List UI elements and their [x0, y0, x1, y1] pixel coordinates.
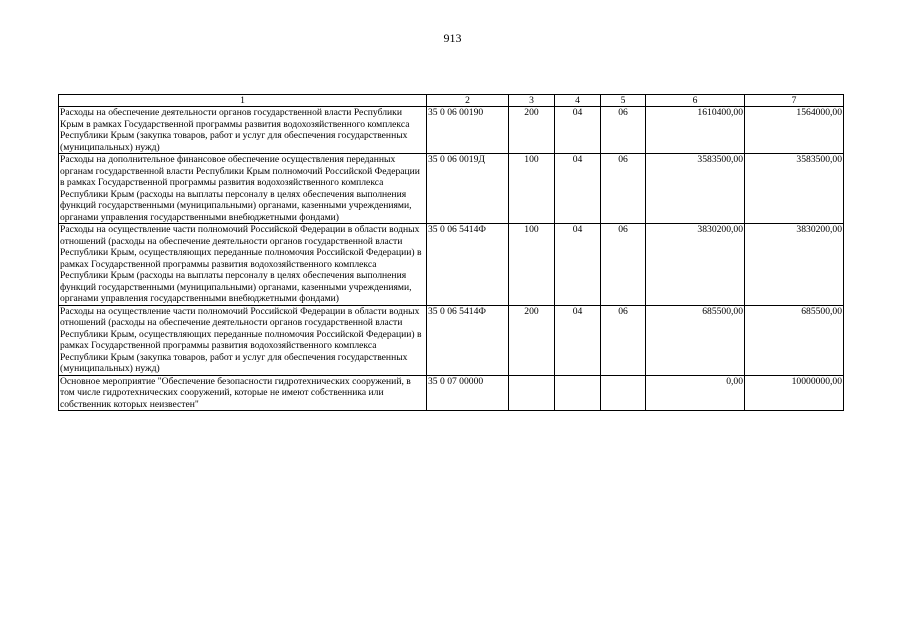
row-code: 35 0 07 00000 — [427, 375, 509, 411]
table-row — [59, 305, 844, 375]
row-col-4: 04 — [555, 154, 601, 224]
row-description: Расходы на обеспечение деятельности органов государственной власти Республики Крым в рамках Государственной программы развития водохозяйственного комплекса Республики Крым (закупка товаров, работ и услуг для обеспечения государственных (муниципальных) нужд) — [59, 107, 427, 154]
row-col-4: 04 — [555, 224, 601, 306]
row-col-4: 04 — [555, 305, 601, 375]
row-description: Расходы на дополнительное финансовое обеспечение осуществления переданных органам государственной власти Республики Крым полномочий Российской Федерации в рамках Государственной программы развития водохозяйственного комплекса Республики Крым (расходы на выплаты персоналу в целях обеспечения выполнения функций государственными (муниципальными) органами, казенными учреждениями, органами управления государственными внебюджетными фондами) — [59, 154, 427, 224]
row-amount-6: 685500,00 — [646, 305, 745, 375]
row-amount-7: 10000000,00 — [745, 375, 844, 411]
row-amount-7: 3830200,00 — [745, 224, 844, 306]
header-col-7: 7 — [745, 95, 844, 107]
row-col-4 — [555, 375, 601, 411]
table-row — [59, 224, 844, 306]
row-amount-6: 3830200,00 — [646, 224, 745, 306]
row-description: Расходы на осуществление части полномочий Российской Федерации в области водных отношений (расходы на обеспечение деятельности органов государственной власти Республики Крым, осуществляющих переданные полномочия Российской Федерации) в рамках Государственной программы развития водохозяйственного комплекса Республики Крым (закупка товаров, работ и услуг для обеспечения государственных (муниципальных) нужд) — [59, 305, 427, 375]
row-amount-7: 3583500,00 — [745, 154, 844, 224]
budget-table — [58, 94, 844, 411]
row-amount-7: 685500,00 — [745, 305, 844, 375]
header-col-2: 2 — [427, 95, 509, 107]
row-col-3: 200 — [509, 107, 555, 154]
row-col-4: 04 — [555, 107, 601, 154]
row-amount-6: 1610400,00 — [646, 107, 745, 154]
row-col-5: 06 — [601, 107, 646, 154]
table-row — [59, 375, 844, 411]
row-col-5: 06 — [601, 224, 646, 306]
row-description: Расходы на осуществление части полномочий Российской Федерации в области водных отношений (расходы на обеспечение деятельности органов государственной власти Республики Крым, осуществляющих переданные полномочия Российской Федерации) в рамках Государственной программы развития водохозяйственного комплекса Республики Крым (расходы на выплаты персоналу в целях обеспечения выполнения функций государственными (муниципальными) органами, казенными учреждениями, органами управления государственными внебюджетными фондами) — [59, 224, 427, 306]
header-col-3: 3 — [509, 95, 555, 107]
header-col-1: 1 — [59, 95, 427, 107]
row-col-3: 200 — [509, 305, 555, 375]
header-col-4: 4 — [555, 95, 601, 107]
header-col-5: 5 — [601, 95, 646, 107]
row-code: 35 0 06 00190 — [427, 107, 509, 154]
row-col-3: 100 — [509, 224, 555, 306]
row-code: 35 0 06 5414Ф — [427, 224, 509, 306]
row-code: 35 0 06 0019Д — [427, 154, 509, 224]
row-code: 35 0 06 5414Ф — [427, 305, 509, 375]
header-row — [59, 95, 844, 107]
row-description: Основное мероприятие "Обеспечение безопасности гидротехнических сооружений, в том числе гидротехнических сооружений, которые не имеют собственника или собственник которых неизвестен" — [59, 375, 427, 411]
row-col-5 — [601, 375, 646, 411]
row-amount-6: 0,00 — [646, 375, 745, 411]
row-col-5: 06 — [601, 154, 646, 224]
table-row — [59, 154, 844, 224]
row-amount-7: 1564000,00 — [745, 107, 844, 154]
header-col-6: 6 — [646, 95, 745, 107]
row-amount-6: 3583500,00 — [646, 154, 745, 224]
table-row — [59, 107, 844, 154]
row-col-5: 06 — [601, 305, 646, 375]
row-col-3: 100 — [509, 154, 555, 224]
row-col-3 — [509, 375, 555, 411]
page-number: 913 — [443, 31, 462, 45]
